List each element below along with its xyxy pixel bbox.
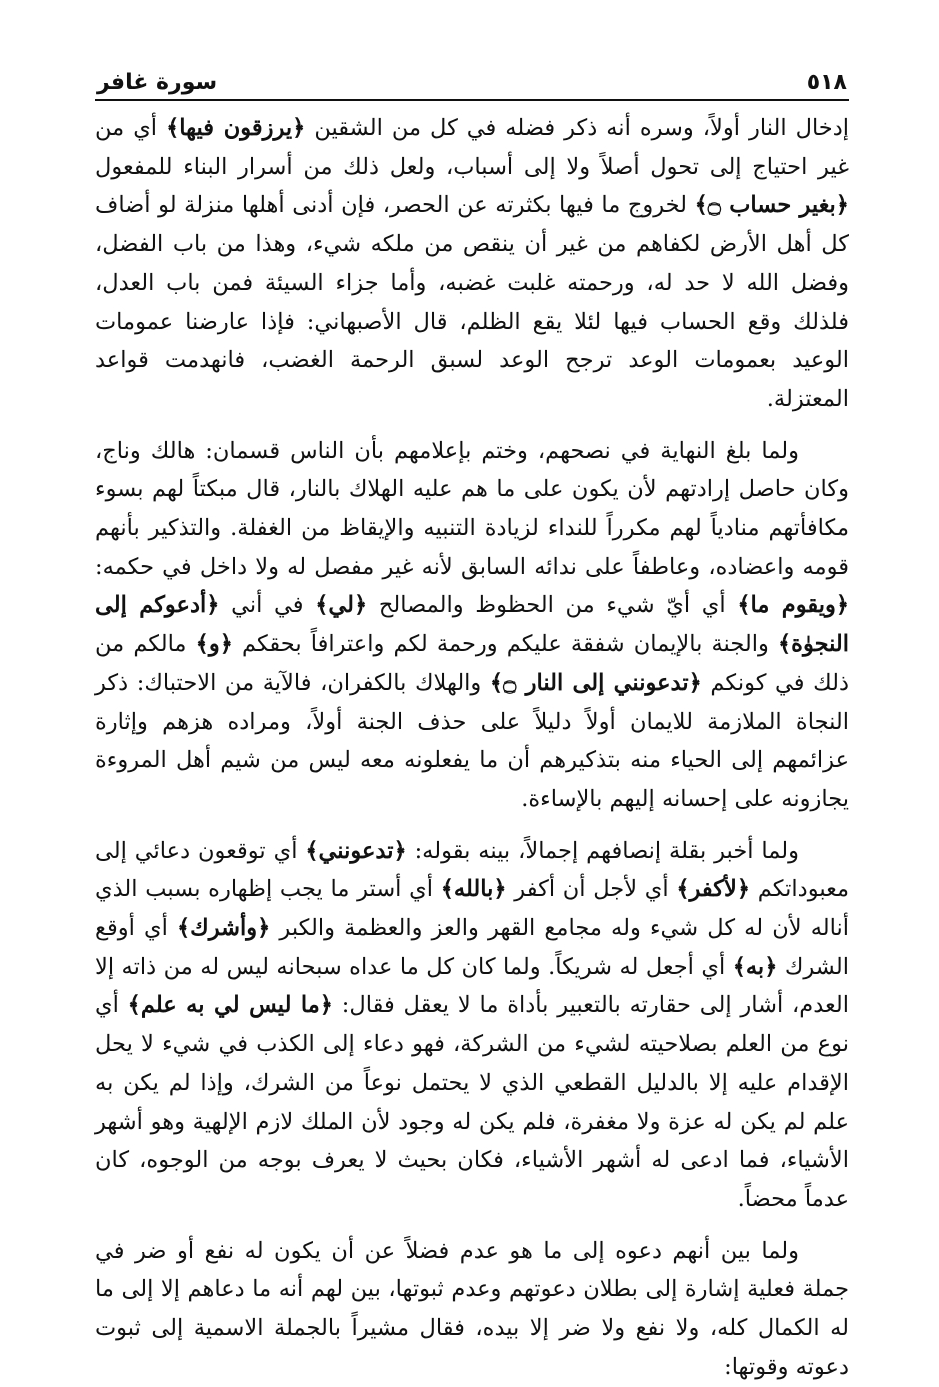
text-run: أي أوقع الشرك — [95, 915, 849, 980]
quran-quote: ﴿ويقوم ما﴾ — [737, 592, 850, 619]
quran-quote: ﴿أدعوكم إلى النجوٰة﴾ — [95, 592, 850, 658]
body-text — [95, 109, 849, 1387]
quran-quote: ﴿لأكفر﴾ — [676, 876, 751, 903]
paragraph — [95, 1232, 849, 1387]
paragraph — [95, 832, 849, 1219]
paragraph — [95, 432, 849, 819]
paragraph — [95, 109, 849, 419]
text-run: أي أيّ شيء من الحظوظ والمصالح — [367, 592, 738, 619]
quran-quote: ﴿تدعونني إلى النار ۝﴾ — [489, 669, 702, 696]
text-run: أي من غير احتياج إلى تحول أصلاً ولا إلى أسباب، ولعل ذلك من أسرار البناء للمفعول — [95, 115, 849, 180]
quran-quote: ﴿بغير حساب ۝﴾ — [694, 192, 849, 219]
text-run: ولما بلغ النهاية في نصحهم، وختم بإعلامهم بأن الناس قسمان: هالك وناج، وكان حاصل إرادتهم لأن يكون على ما هم عليه الهلاك بالنار، قال مبكتاً لهم بسوء مكافأتهم منادياً لهم مكرراً للنداء لزيادة التنبيه والإيقاظ من الغفلة. والتذكير بأنهم قومه واعضاده، وعاطفاً على ندائه السابق لأنه غير مفصل له ولا داخل في حكمه: — [95, 437, 849, 580]
quran-quote: ﴿به﴾ — [732, 953, 778, 980]
quran-quote: ﴿بالله﴾ — [440, 876, 507, 903]
quran-quote: ﴿ما ليس لي به علم﴾ — [127, 992, 333, 1019]
text-run: أي نوع من العلم بصلاحيته لشيء من الشركة، فهو دعاء إلى الكذب في شيء لا يحل الإقدام عليه إلا بالدليل القطعي الذي لا يحتمل نوعاً من الشرك، وإذا لم يكن به علم لم يكن له عزة ولا مغفرة، فلم يكن له وجود لأن الملك لازم الإلهية وهو أشهر الأشياء، فما ادعى له أشهر الأشياء، فكان بحيث لا يعرف بوجه من الوجوه، كان عدماً محضاً. — [95, 992, 849, 1212]
text-run: ولما بين أنهم دعوه إلى ما هو عدم فضلاً عن أن يكون له نفع أو ضر في جملة فعلية إشارة إلى بطلان دعوتهم وعدم ثبوتها، بين لهم أنه ما دعاهم إلا إلى ما له الكمال كله، ولا نفع ولا ضر إلا بيده، فقال مشيراً بالجملة الاسمية إلى ثبوت دعوته وقوتها: — [95, 1237, 849, 1380]
text-run: أي أجعل له شريكاً. ولما كان كل ما عداه سبحانه ليس له من ذاته إلا العدم، أشار إلى حقارته بالتعبير بأداة ما لا يعقل فقال: — [95, 953, 849, 1019]
quran-quote: ﴿يرزقون فيها﴾ — [166, 115, 306, 141]
page-number: ٥١٨ — [806, 70, 847, 95]
quran-quote: ﴿و﴾ — [195, 631, 233, 658]
surah-title: سورة غافر — [97, 70, 218, 95]
quran-quote: ﴿لي﴾ — [315, 592, 368, 619]
quran-quote: ﴿تدعونني﴾ — [305, 837, 407, 864]
page-header — [95, 55, 849, 101]
text-run: ولما أخبر بقلة إنصافهم إجمالاً، بينه بقوله: — [406, 837, 799, 864]
text-run: أي توقعون دعائي إلى معبوداتكم — [95, 837, 850, 903]
text-run: لخروج ما فيها بكثرته عن الحصر، فإن أدنى أهلها منزلة لو أضاف كل أهل الأرض لكفاهم من غير أن ينقص من ملكه شيء، وهذا من باب الفضل، وفضل الله لا حد له، ورحمته غلبت غضبه، وأما جزاء السيئة فمن باب العدل، فلذلك وقع الحساب فيها لئلا يقع الظلم، قال الأصبهاني: فإذا عارضنا عمومات الوعيد بعمومات الوعد ترجح الوعد لسبق الرحمة الغضب، فانهدمت قواعد المعتزلة. — [95, 192, 849, 412]
text-run: والجنة بالإيمان شفقة عليكم ورحمة لكم واعترافاً بحقكم — [232, 631, 778, 658]
text-run: والهلاك بالكفران، فالآية من الاحتباك: ذكر النجاة الملازمة للايمان أولاً دليلاً على حذف الجنة أولاً، ومراده هزهم وإثارة عزائمهم إلى الحياء منه بتذكيرهم أن ما يفعلونه معه ليس من شيم أهل المروءة يجازونه على إحسانه إليهم بالإساءة. — [95, 669, 849, 812]
text-run: مالكم من ذلك في كونكم — [95, 631, 849, 696]
text-run: أي لأجل أن أكفر — [506, 876, 677, 903]
quran-quote: ﴿وأشرك﴾ — [176, 915, 271, 942]
text-run: أي أستر ما يجب إظهاره بسبب الذي أناله لأن له كل شيء وله مجامع القهر والعز والعظمة والكبر — [95, 876, 849, 942]
text-run: إدخال النار أولاً، وسره أنه ذكر فضله في كل من الشقين — [305, 115, 849, 141]
text-run: في أني — [219, 592, 316, 619]
